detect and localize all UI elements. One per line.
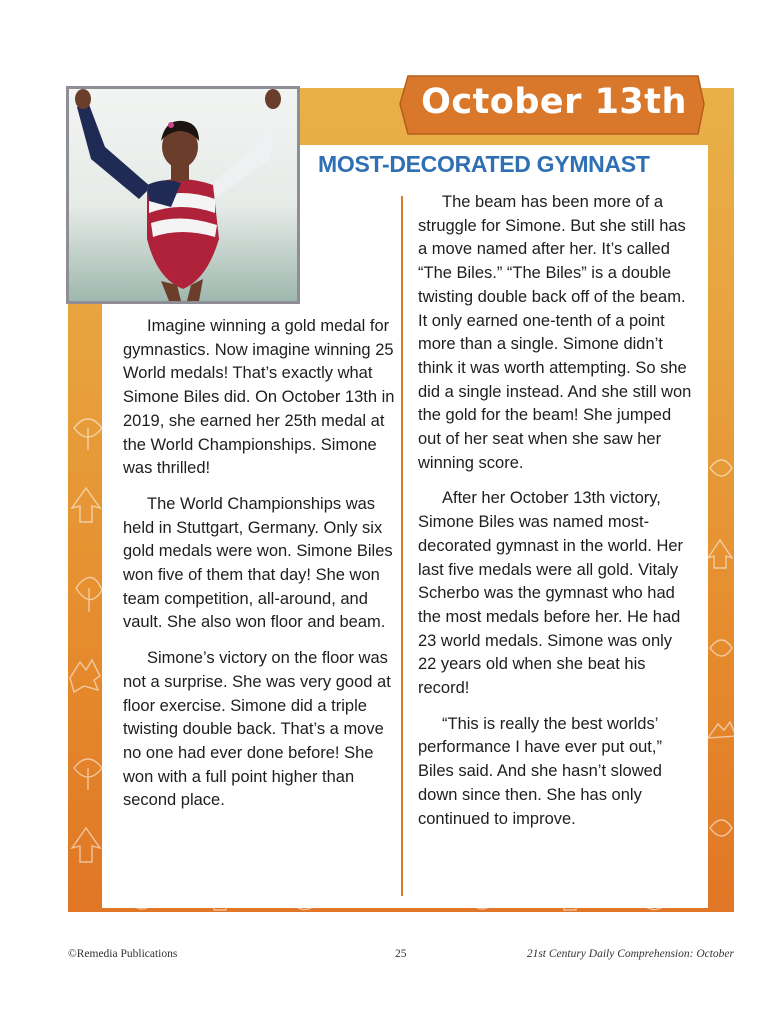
right-column (418, 191, 694, 843)
paragraph: The World Championships was held in Stuttgart, Germany. Only six gold medals were won. Simone Biles won five of them that day! She won team competition, all-around, and vault. She also won floor and beam. (123, 494, 393, 632)
page-number: 25 (395, 948, 407, 960)
paragraph: After her October 13th victory, Simone Biles was named most-decorated gymnast in the world. Her last five medals were all gold. Vitaly Scherbo was the gymnast who had the most medals before her. He had 23 world medals. Simone was only 22 years old when she beat his record! (418, 489, 684, 698)
paragraph: The beam has been more of a struggle for Simone. But she still has a move named after her. It’s called “The Biles.” “The Biles” is a double twisting double back off of the beam. It only earned one-tenth of a point more than a single. Simone didn’t think it was worth attempting. So she did a single instead. And she still won the gold for the beam! She jumped out of her seat when she saw her winning score. (418, 193, 692, 472)
column-divider (401, 196, 403, 896)
paragraph: Simone’s victory on the floor was not a surprise. She was very good at floor exercise. Simone did a triple twisting double back. That’s a move no one had ever done before! She won with a full point higher than second place. (123, 649, 391, 810)
book-title: 21st Century Daily Comprehension: October (526, 948, 734, 960)
paragraph: “This is really the best worlds’ performance I have ever put out,” Biles said. And she hasn’t slowed down since then. She has only continued to improve. (418, 714, 662, 828)
publisher-credit: ©Remedia Publications (68, 948, 178, 960)
article-headline: MOST-DECORATED GYMNAST (318, 151, 650, 177)
left-column (123, 315, 395, 825)
date-title: October 13th (421, 82, 687, 122)
gymnast-photo (69, 89, 297, 301)
paragraph: Imagine winning a gold medal for gymnastics. Now imagine winning 25 World medals! That’s exactly what Simone Biles did. On October 13th in 2019, she earned her 25th medal at the World Championships. Simone was thrilled! (123, 317, 395, 478)
